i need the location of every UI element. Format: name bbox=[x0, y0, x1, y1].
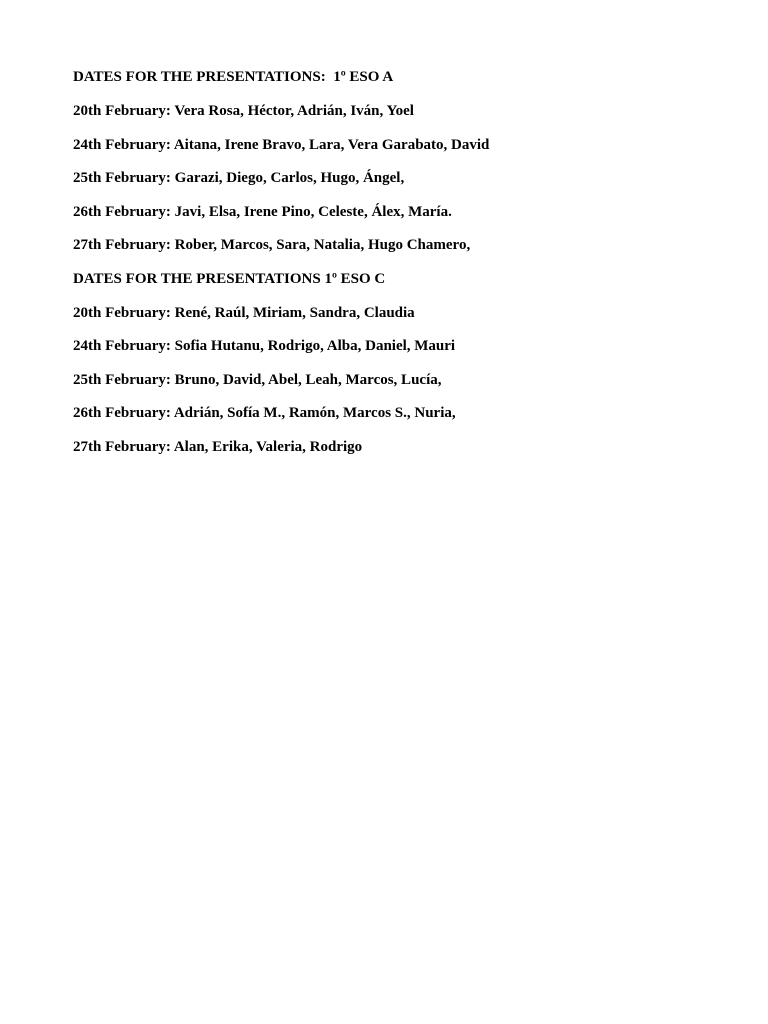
schedule-entry: 20th February: René, Raúl, Miriam, Sandra, Claudia bbox=[73, 304, 415, 321]
section-eso-c bbox=[73, 270, 733, 456]
schedule-entry: 26th February: Javi, Elsa, Irene Pino, Celeste, Álex, María. bbox=[73, 203, 452, 220]
schedule-entry: 26th February: Adrián, Sofía M., Ramón, Marcos S., Nuria, bbox=[73, 405, 456, 421]
document-page bbox=[73, 68, 733, 471]
section-title: DATES FOR THE PRESENTATIONS 1º ESO C bbox=[73, 270, 386, 287]
schedule-entry: 27th February: Alan, Erika, Valeria, Rodrigo bbox=[73, 438, 363, 455]
schedule-entry: 27th February: Rober, Marcos, Sara, Natalia, Hugo Chamero, bbox=[73, 237, 471, 253]
schedule-entry: 25th February: Garazi, Diego, Carlos, Hugo, Ángel, bbox=[73, 170, 405, 186]
section-title: DATES FOR THE PRESENTATIONS: 1º ESO A bbox=[73, 69, 394, 85]
section-eso-a bbox=[73, 68, 733, 254]
schedule-entry: 24th February: Aitana, Irene Bravo, Lara, Vera Garabato, David bbox=[73, 136, 490, 153]
schedule-entry: 20th February: Vera Rosa, Héctor, Adrián, Iván, Yoel bbox=[73, 103, 414, 119]
schedule-entry: 24th February: Sofia Hutanu, Rodrigo, Alba, Daniel, Mauri bbox=[73, 338, 456, 354]
schedule-entry: 25th February: Bruno, David, Abel, Leah, Marcos, Lucía, bbox=[73, 371, 442, 388]
